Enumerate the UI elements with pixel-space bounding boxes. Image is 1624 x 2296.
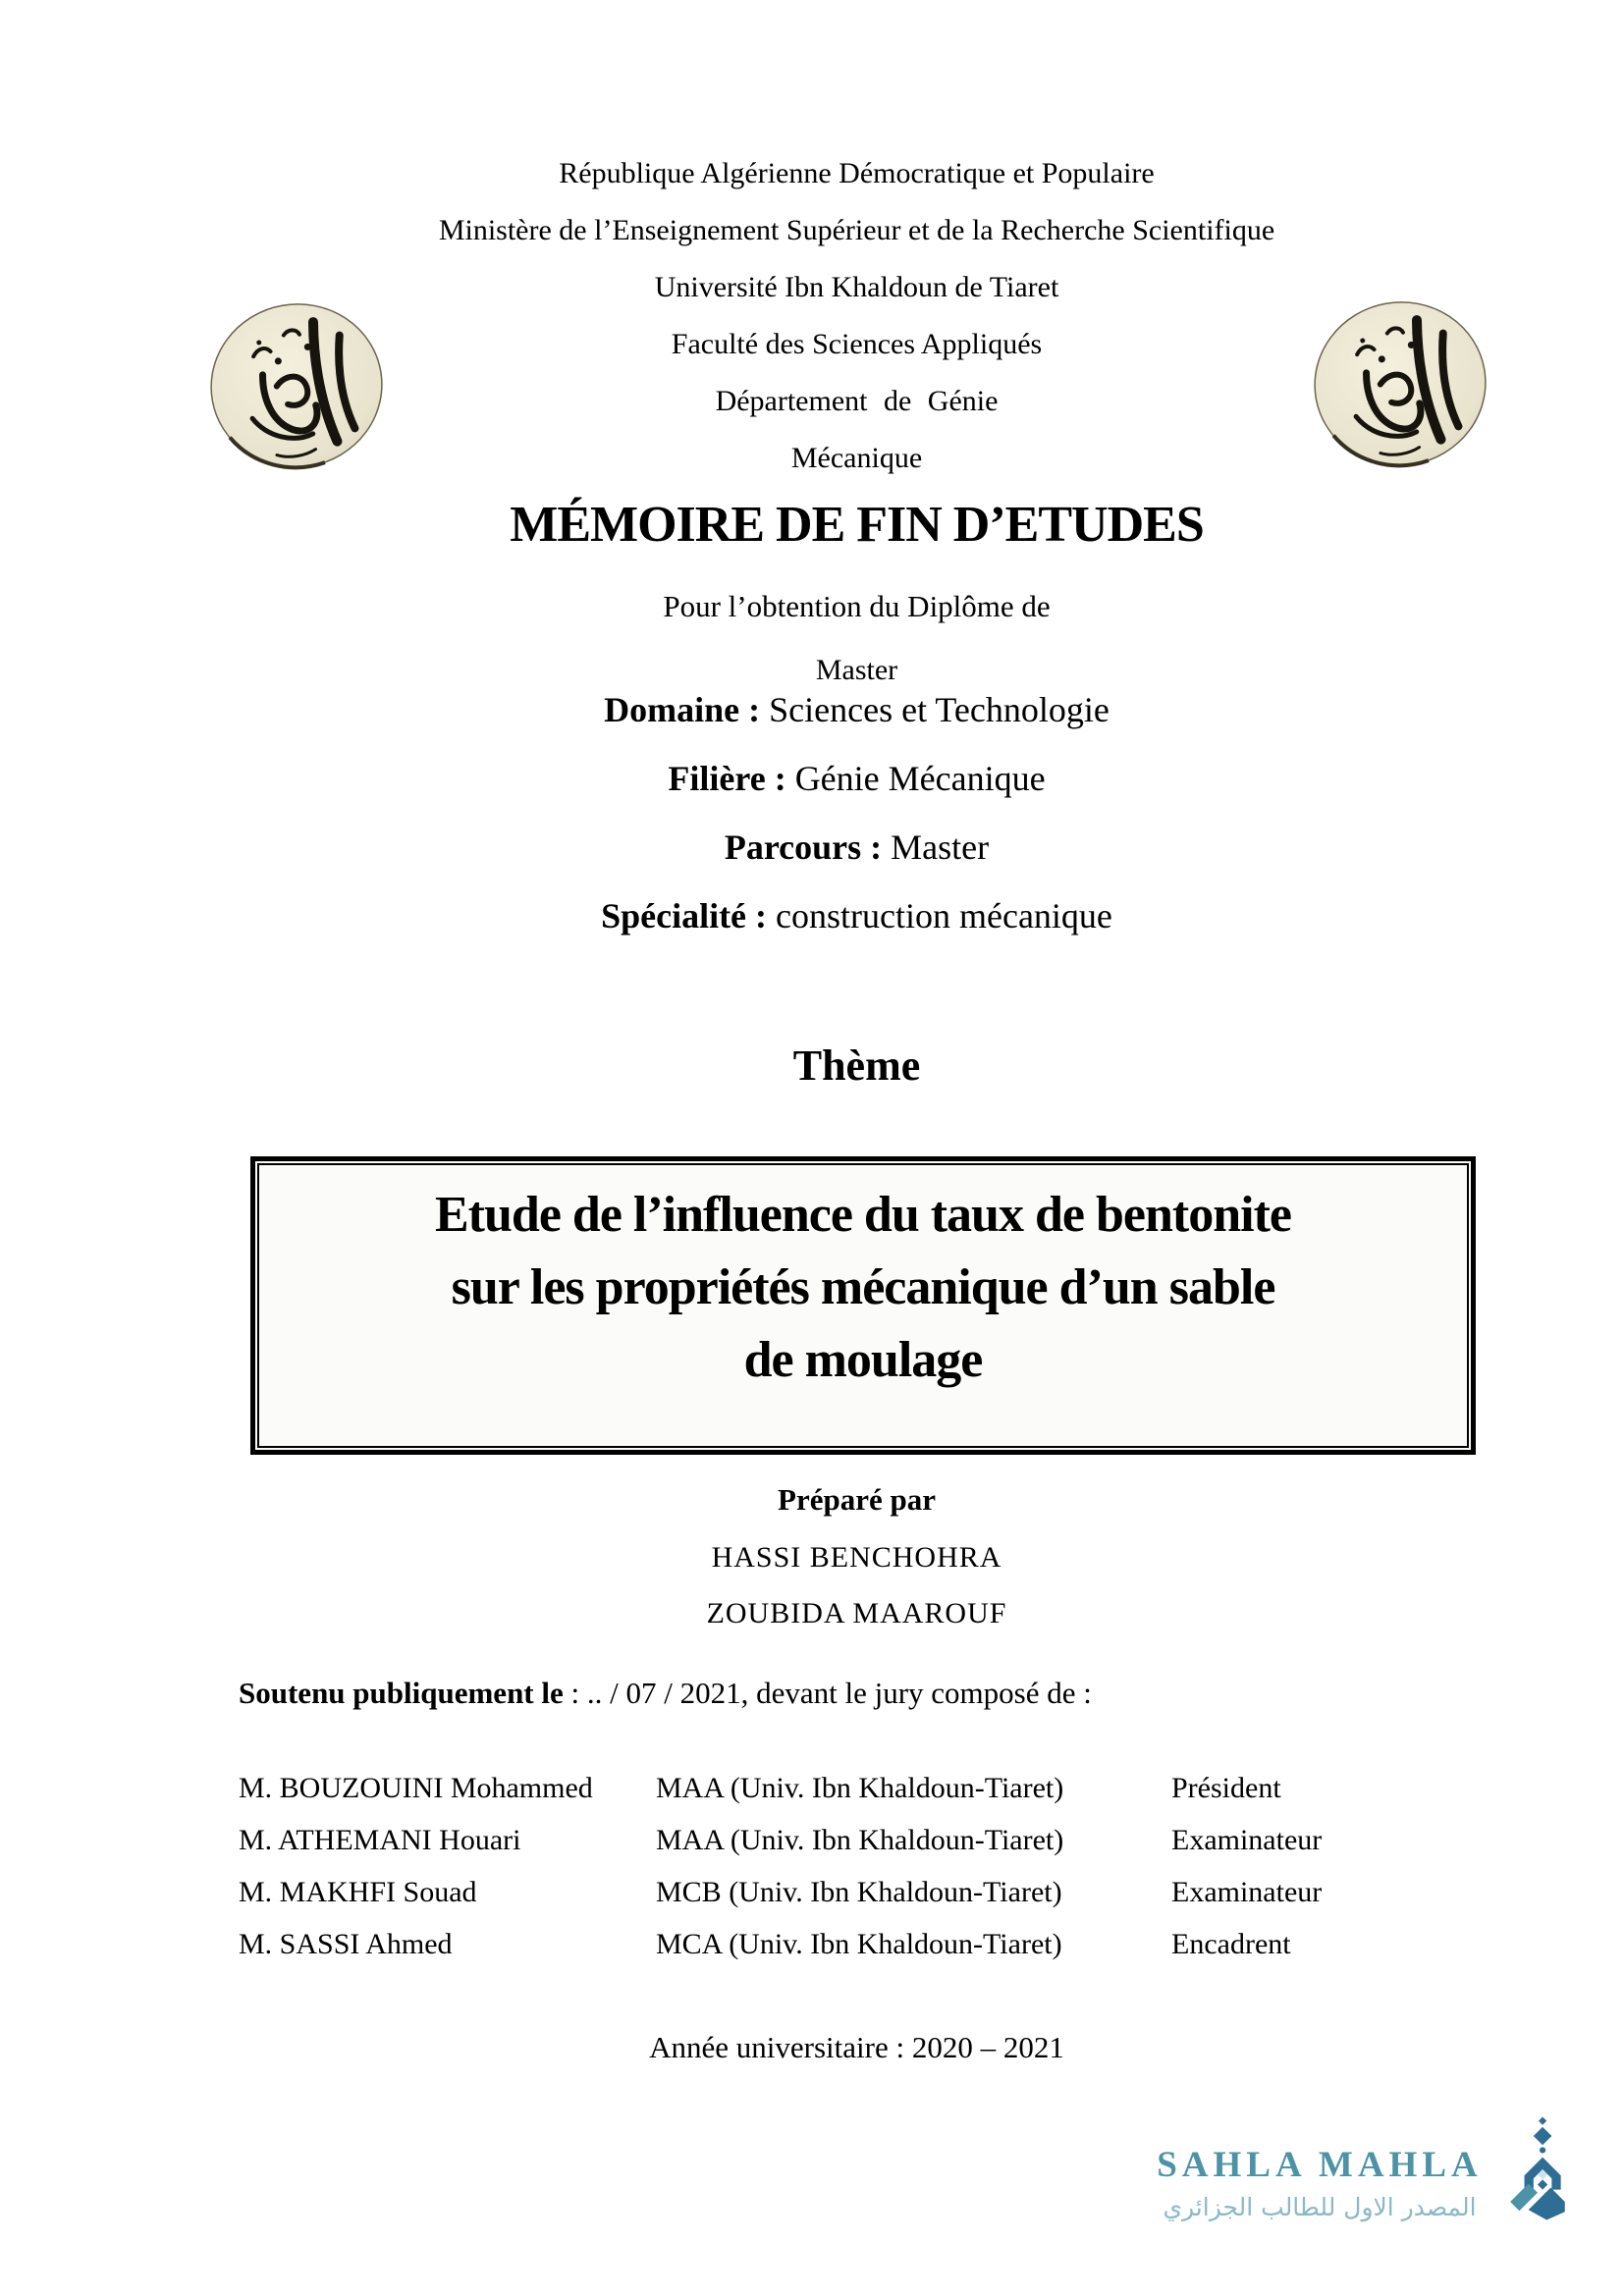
thesis-title-box-inner xyxy=(257,1163,1469,1448)
jury-member-role: Président xyxy=(1171,1772,1281,1804)
field-label: Parcours : xyxy=(724,828,883,867)
republic-line: République Algérienne Démocratique et Populaire xyxy=(559,157,1155,189)
field-label: Filière : xyxy=(668,759,786,798)
field-label: Spécialité : xyxy=(601,896,768,935)
university-line: Université Ibn Khaldoun de Tiaret xyxy=(654,271,1059,303)
author-name: HASSI BENCHOHRA xyxy=(711,1541,1002,1574)
thesis-title-line: Etude de l’influence du taux de bentonite xyxy=(435,1187,1291,1243)
diploma-intro: Pour l’obtention du Diplôme de xyxy=(663,589,1051,623)
field-value: Sciences et Technologie xyxy=(769,690,1110,729)
field-value: Master xyxy=(891,828,990,867)
institution-header xyxy=(245,145,1468,487)
field-label: Domaine : xyxy=(604,690,761,729)
prepared-by-label: Préparé par xyxy=(778,1482,936,1517)
defense-rest: : .. / 07 / 2021, devant le jury composé de : xyxy=(563,1676,1092,1710)
jury-member-name: M. BOUZOUINI Mohammed xyxy=(239,1772,593,1804)
field-value: Génie Mécanique xyxy=(794,759,1046,798)
thesis-title-line: de moulage xyxy=(743,1332,983,1388)
jury-table xyxy=(239,1772,1486,1980)
academic-year-line: Année universitaire : 2020 – 2021 xyxy=(649,2030,1064,2064)
jury-member-affiliation: MCB (Univ. Ibn Khaldoun-Tiaret) xyxy=(656,1876,1062,1908)
jury-member-role: Encadrent xyxy=(1171,1928,1291,1960)
defense-statement xyxy=(239,1676,1486,1711)
field-value: construction mécanique xyxy=(776,896,1112,935)
ministry-line: Ministère de l’Enseignement Supérieur et de la Recherche Scientifique xyxy=(438,214,1275,246)
jury-member-role: Examinateur xyxy=(1171,1876,1323,1908)
department-line2: Mécanique xyxy=(790,442,923,474)
jury-member-affiliation: MCA (Univ. Ibn Khaldoun-Tiaret) xyxy=(656,1928,1062,1960)
author-name: ZOUBIDA MAAROUF xyxy=(706,1597,1007,1629)
jury-row xyxy=(239,1876,1486,1928)
jury-member-name: M. MAKHFI Souad xyxy=(239,1876,477,1908)
memoire-heading: MÉMOIRE DE FIN D’ETUDES xyxy=(510,497,1204,553)
field-parcours xyxy=(245,829,1468,865)
jury-row xyxy=(239,1772,1486,1824)
department-line: Département de Génie xyxy=(715,385,999,417)
faculty-line: Faculté des Sciences Appliqués xyxy=(671,328,1043,360)
field-filiere xyxy=(245,761,1468,796)
field-domaine xyxy=(245,692,1468,727)
jury-row xyxy=(239,1928,1486,1980)
field-specialite xyxy=(245,898,1468,934)
jury-member-affiliation: MAA (Univ. Ibn Khaldoun-Tiaret) xyxy=(656,1824,1064,1856)
degree-line: Master xyxy=(815,654,898,686)
sahla-mahla-tagline-arabic: المصدر الاول للطالب الجزائري xyxy=(1163,2193,1477,2221)
jury-member-affiliation: MAA (Univ. Ibn Khaldoun-Tiaret) xyxy=(656,1772,1064,1804)
jury-member-name: M. SASSI Ahmed xyxy=(239,1928,453,1960)
sahla-mahla-logo-icon xyxy=(1506,2116,1573,2220)
jury-member-name: M. ATHEMANI Houari xyxy=(239,1824,521,1856)
thesis-title-box xyxy=(250,1156,1476,1455)
thesis-title-line: sur les propriétés mécanique d’un sable xyxy=(451,1259,1275,1315)
defense-label: Soutenu publiquement le xyxy=(239,1676,564,1710)
jury-row xyxy=(239,1824,1486,1876)
jury-member-role: Examinateur xyxy=(1171,1824,1323,1856)
sahla-mahla-brand-text: SAHLA MAHLA xyxy=(1157,2145,1483,2185)
theme-heading: Thème xyxy=(792,1041,921,1090)
